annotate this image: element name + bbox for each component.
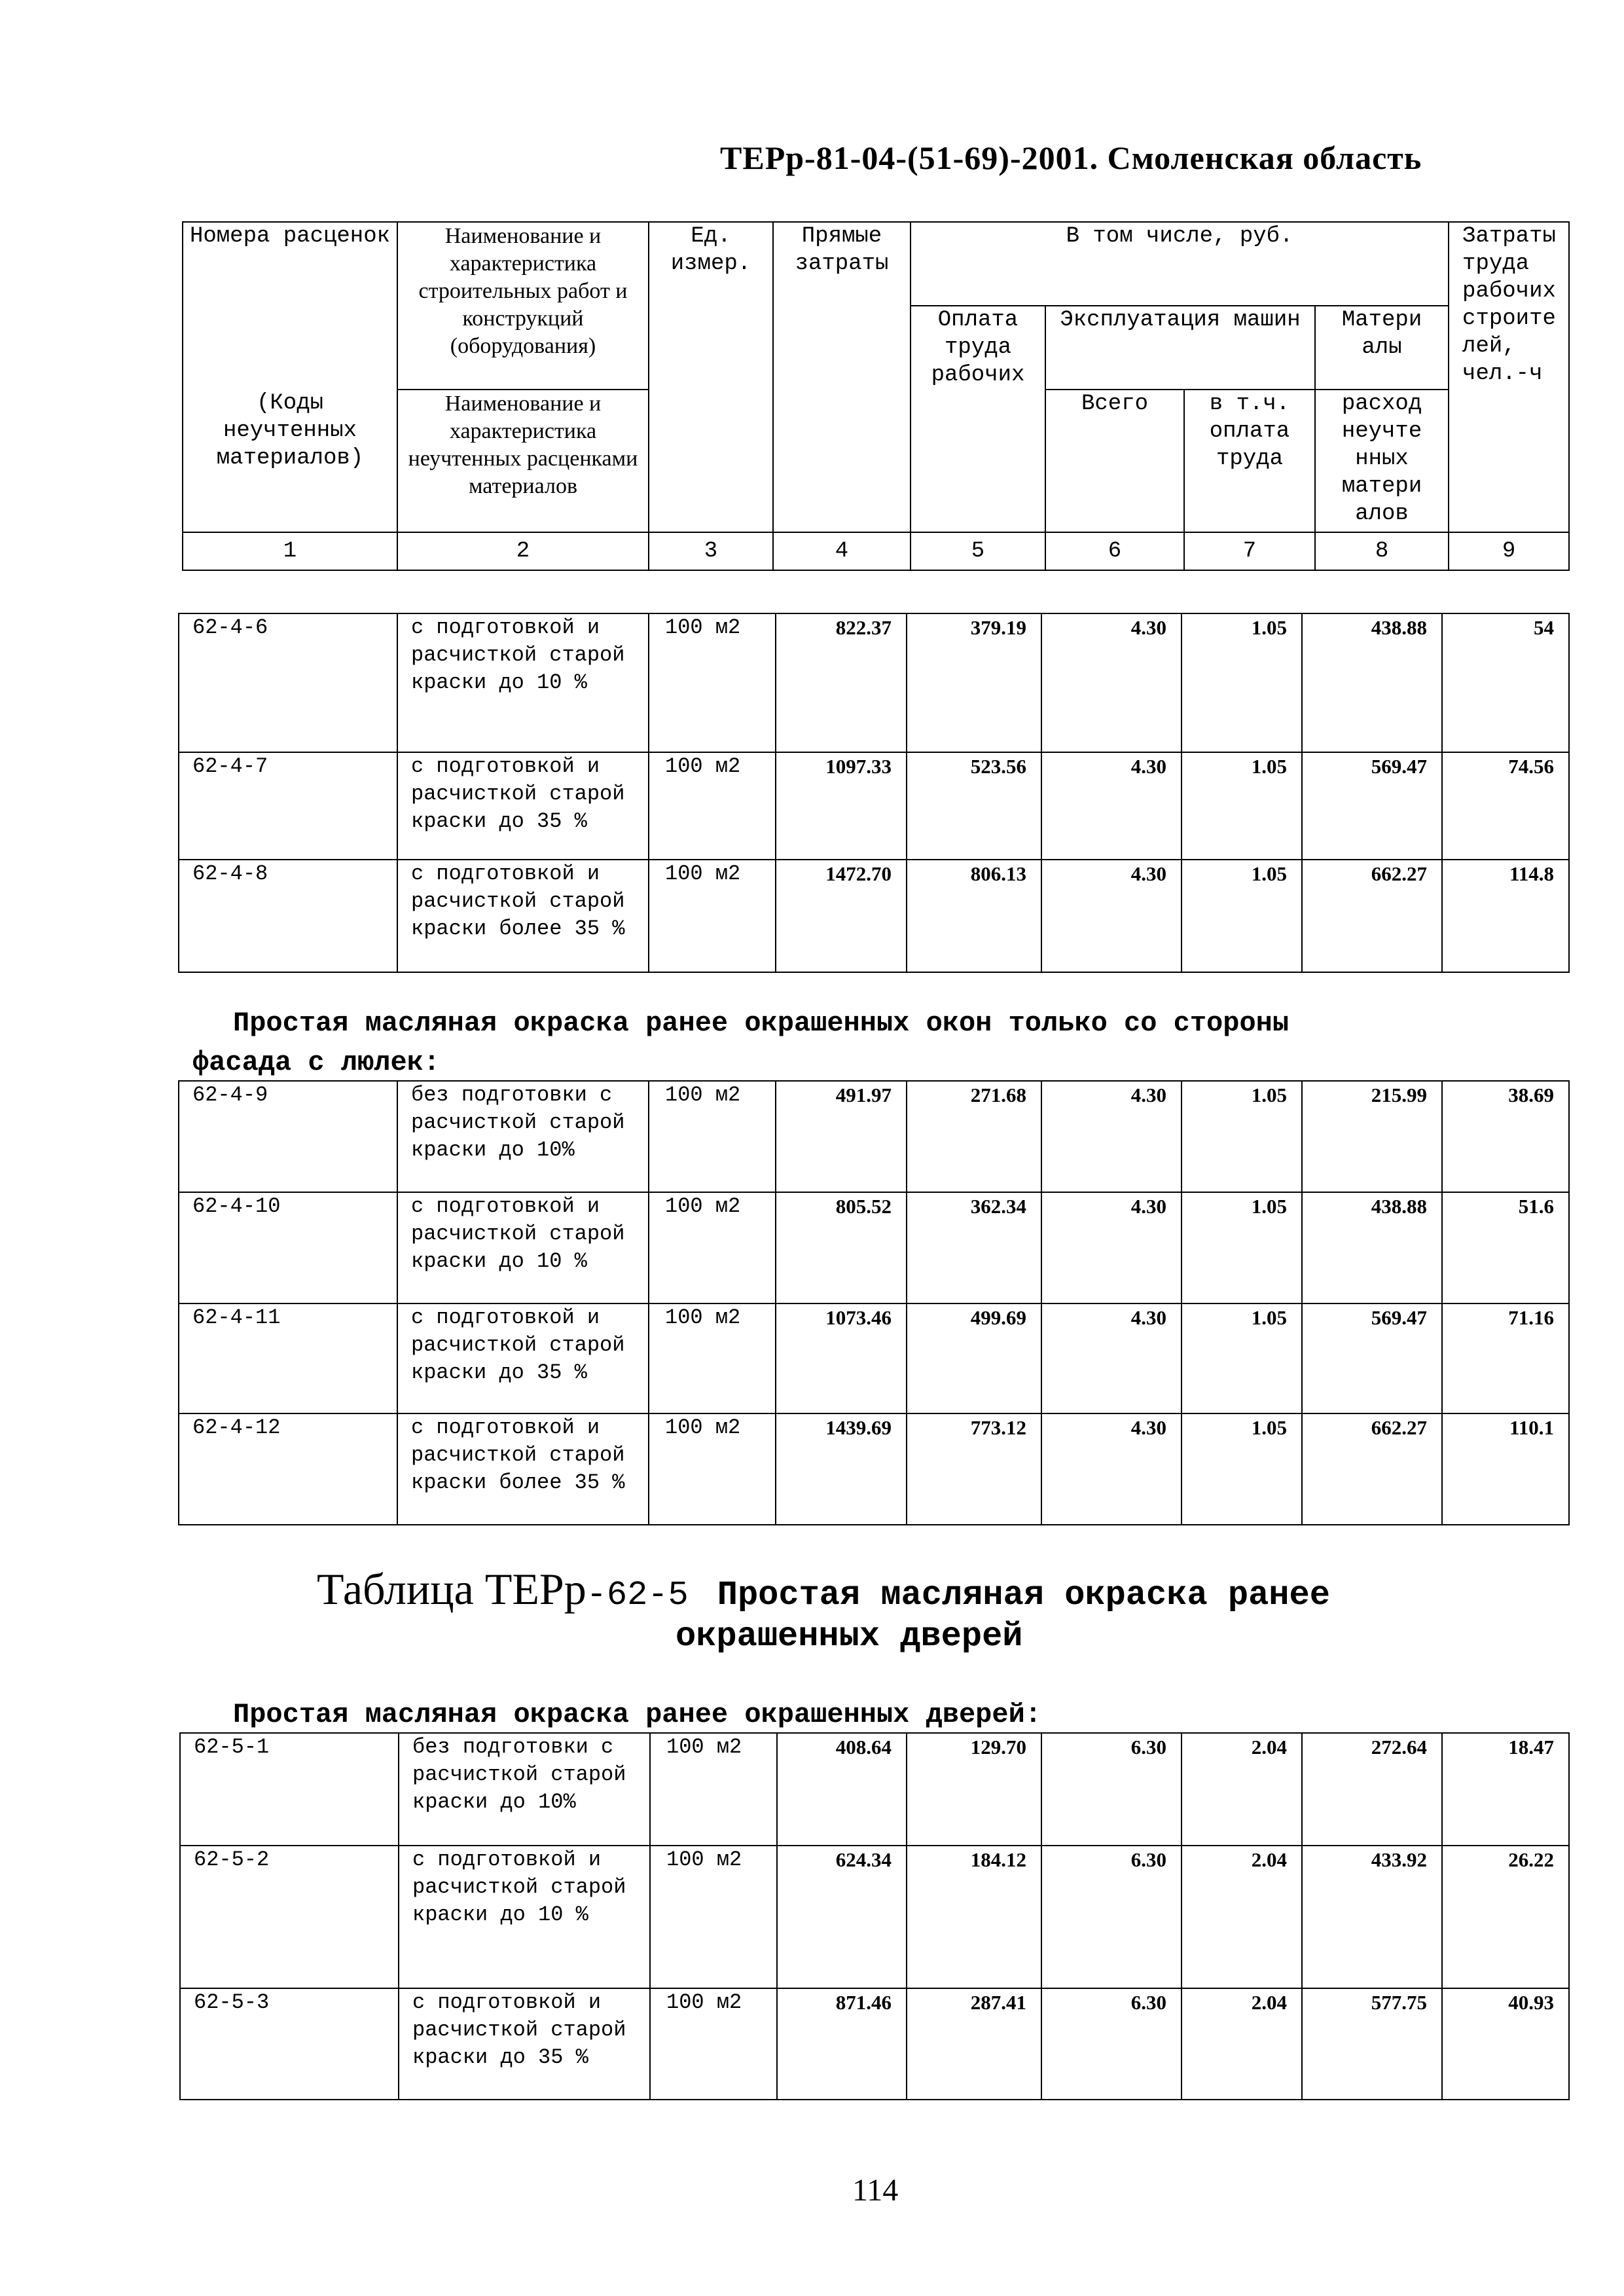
rate-unit: 100 м2	[650, 1988, 777, 2100]
rate-name: с подготовкой и расчисткой старой краски более 35 %	[397, 860, 649, 972]
labor-pay: 499.69	[907, 1303, 1041, 1413]
direct-costs: 805.52	[776, 1192, 907, 1303]
labor-hours: 26.22	[1442, 1846, 1569, 1988]
materials: 662.27	[1302, 860, 1442, 972]
section-heading-line: Простая масляная окраска ранее окрашенных окон только со стороны	[233, 1008, 1290, 1039]
column-header-table	[182, 221, 1570, 571]
header-machines-total: Всего	[1045, 390, 1184, 532]
table-row	[179, 860, 1569, 972]
rate-code: 62-5-2	[180, 1846, 399, 1988]
materials: 438.88	[1302, 613, 1442, 752]
labor-pay: 287.41	[907, 1988, 1041, 2100]
column-number: 3	[649, 532, 773, 570]
rate-code: 62-5-3	[180, 1988, 399, 2100]
table-title-code: -62-5	[586, 1576, 689, 1614]
rate-unit: 100 м2	[649, 1413, 776, 1525]
column-number: 6	[1045, 532, 1184, 570]
direct-costs: 1439.69	[776, 1413, 907, 1525]
rate-name: с подготовкой и расчисткой старой краски до 10 %	[399, 1846, 650, 1988]
machines-total: 4.30	[1041, 1413, 1182, 1525]
direct-costs: 491.97	[776, 1081, 907, 1192]
machines-total: 4.30	[1041, 860, 1182, 972]
header-material-name: Наименование и характеристика неучтенных расценками материалов	[397, 390, 649, 532]
labor-pay: 271.68	[907, 1081, 1041, 1192]
header-machines-labor: в т.ч. оплата труда	[1184, 390, 1315, 532]
column-number: 8	[1315, 532, 1449, 570]
labor-pay: 129.70	[907, 1733, 1041, 1846]
direct-costs: 822.37	[776, 613, 907, 752]
labor-hours: 54	[1442, 613, 1569, 752]
rate-unit: 100 м2	[649, 1192, 776, 1303]
rate-code: 62-4-6	[179, 613, 397, 752]
header-unit: Ед. измер.	[649, 222, 773, 532]
table-title-description-cont: окрашенных дверей	[676, 1617, 1023, 1656]
direct-costs: 1097.33	[776, 752, 907, 860]
machines-total: 6.30	[1041, 1733, 1182, 1846]
machines-total: 6.30	[1041, 1846, 1182, 1988]
column-number: 2	[397, 532, 649, 570]
machines-labor: 1.05	[1182, 1413, 1302, 1525]
rate-code: 62-4-8	[179, 860, 397, 972]
table-row	[179, 1081, 1569, 1192]
rate-unit: 100 м2	[650, 1733, 777, 1846]
header-materials-consumption: расход неучте нных матери алов	[1315, 390, 1449, 532]
header-material-codes: (Коды неучтенных материалов)	[183, 390, 397, 532]
direct-costs: 871.46	[777, 1988, 907, 2100]
table-row	[179, 1413, 1569, 1525]
section-heading-line: фасада с люлек:	[192, 1047, 441, 1078]
labor-pay: 379.19	[907, 613, 1041, 752]
table-row	[179, 613, 1569, 752]
materials: 569.47	[1302, 752, 1442, 860]
machines-total: 4.30	[1041, 613, 1182, 752]
rate-unit: 100 м2	[649, 752, 776, 860]
column-number: 7	[1184, 532, 1315, 570]
rates-table-62-4-b	[178, 1080, 1570, 1525]
machines-total: 6.30	[1041, 1988, 1182, 2100]
materials: 433.92	[1302, 1846, 1442, 1988]
column-number: 9	[1449, 532, 1569, 570]
rate-unit: 100 м2	[649, 860, 776, 972]
column-number: 1	[183, 532, 397, 570]
labor-pay: 362.34	[907, 1192, 1041, 1303]
labor-pay: 773.12	[907, 1413, 1041, 1525]
section-heading-windows-cont	[192, 1045, 440, 1080]
rates-table-62-4-a	[178, 613, 1570, 973]
table-title-description: Простая масляная окраска ранее	[717, 1576, 1330, 1614]
labor-hours: 74.56	[1442, 752, 1569, 860]
materials: 569.47	[1302, 1303, 1442, 1413]
machines-labor: 2.04	[1182, 1846, 1302, 1988]
rate-unit: 100 м2	[649, 1081, 776, 1192]
table-row	[179, 752, 1569, 860]
rates-table-62-5	[179, 1732, 1570, 2100]
rate-unit: 100 м2	[649, 613, 776, 752]
rate-name: с подготовкой и расчисткой старой краски до 35 %	[397, 1303, 649, 1413]
rate-code: 62-4-10	[179, 1192, 397, 1303]
machines-labor: 1.05	[1182, 752, 1302, 860]
table-title	[317, 1563, 1330, 1615]
machines-labor: 1.05	[1182, 1303, 1302, 1413]
materials: 272.64	[1302, 1733, 1442, 1846]
header-materials: Матери алы	[1315, 306, 1449, 390]
rate-code: 62-4-12	[179, 1413, 397, 1525]
machines-labor: 1.05	[1182, 613, 1302, 752]
rate-code: 62-4-7	[179, 752, 397, 860]
column-number: 5	[911, 532, 1045, 570]
labor-hours: 51.6	[1442, 1192, 1569, 1303]
rate-code: 62-5-1	[180, 1733, 399, 1846]
document-header: ТЕРр-81-04-(51-69)-2001. Смоленская область	[720, 139, 1422, 176]
page-number: 114	[852, 2173, 899, 2208]
header-labor-hours: Затраты труда рабочих строите лей, чел.-ч	[1449, 222, 1569, 532]
header-direct-costs: Прямые затраты	[773, 222, 911, 532]
machines-labor: 1.05	[1182, 1192, 1302, 1303]
machines-total: 4.30	[1041, 1081, 1182, 1192]
header-including: В том числе, руб.	[911, 222, 1449, 306]
column-number: 4	[773, 532, 911, 570]
machines-total: 4.30	[1041, 752, 1182, 860]
rate-unit: 100 м2	[650, 1846, 777, 1988]
table-row	[180, 1733, 1569, 1846]
direct-costs: 1073.46	[776, 1303, 907, 1413]
rate-name: с подготовкой и расчисткой старой краски до 10 %	[397, 1192, 649, 1303]
section-heading-windows	[233, 1006, 1289, 1041]
labor-hours: 71.16	[1442, 1303, 1569, 1413]
direct-costs: 1472.70	[776, 860, 907, 972]
table-row	[180, 1988, 1569, 2100]
rate-code: 62-4-9	[179, 1081, 397, 1192]
rate-name: с подготовкой и расчисткой старой краски более 35 %	[397, 1413, 649, 1525]
header-rate-numbers: Номера расценок	[183, 222, 397, 306]
direct-costs: 408.64	[777, 1733, 907, 1846]
machines-total: 4.30	[1041, 1303, 1182, 1413]
machines-labor: 2.04	[1182, 1988, 1302, 2100]
header-machines: Эксплуатация машин	[1045, 306, 1315, 390]
direct-costs: 624.34	[777, 1846, 907, 1988]
machines-labor: 2.04	[1182, 1733, 1302, 1846]
rate-name: без подготовки с расчисткой старой краски до 10%	[397, 1081, 649, 1192]
table-title-label: Таблица ТЕРр	[317, 1564, 586, 1614]
table-row	[179, 1303, 1569, 1413]
labor-hours: 114.8	[1442, 860, 1569, 972]
machines-labor: 1.05	[1182, 1081, 1302, 1192]
rate-name: с подготовкой и расчисткой старой краски до 35 %	[399, 1988, 650, 2100]
table-row	[179, 1192, 1569, 1303]
materials: 577.75	[1302, 1988, 1442, 2100]
section-heading-doors: Простая масляная окраска ранее окрашенных дверей:	[233, 1699, 1042, 1730]
labor-hours: 18.47	[1442, 1733, 1569, 1846]
machines-total: 4.30	[1041, 1192, 1182, 1303]
labor-pay: 806.13	[907, 860, 1041, 972]
rate-code: 62-4-11	[179, 1303, 397, 1413]
labor-hours: 40.93	[1442, 1988, 1569, 2100]
rate-name: без подготовки с расчисткой старой краски до 10%	[399, 1733, 650, 1846]
materials: 215.99	[1302, 1081, 1442, 1192]
header-rate-numbers-spacer	[183, 306, 397, 390]
labor-pay: 184.12	[907, 1846, 1041, 1988]
header-labor-pay: Оплата труда рабочих	[911, 306, 1045, 532]
rate-unit: 100 м2	[649, 1303, 776, 1413]
labor-hours: 110.1	[1442, 1413, 1569, 1525]
table-row	[180, 1846, 1569, 1988]
rate-name: с подготовкой и расчисткой старой краски до 35 %	[397, 752, 649, 860]
header-work-name: Наименование и характеристика строительных работ и конструкций (оборудования)	[397, 222, 649, 390]
labor-pay: 523.56	[907, 752, 1041, 860]
rate-name: с подготовкой и расчисткой старой краски до 10 %	[397, 613, 649, 752]
machines-labor: 1.05	[1182, 860, 1302, 972]
materials: 662.27	[1302, 1413, 1442, 1525]
labor-hours: 38.69	[1442, 1081, 1569, 1192]
materials: 438.88	[1302, 1192, 1442, 1303]
